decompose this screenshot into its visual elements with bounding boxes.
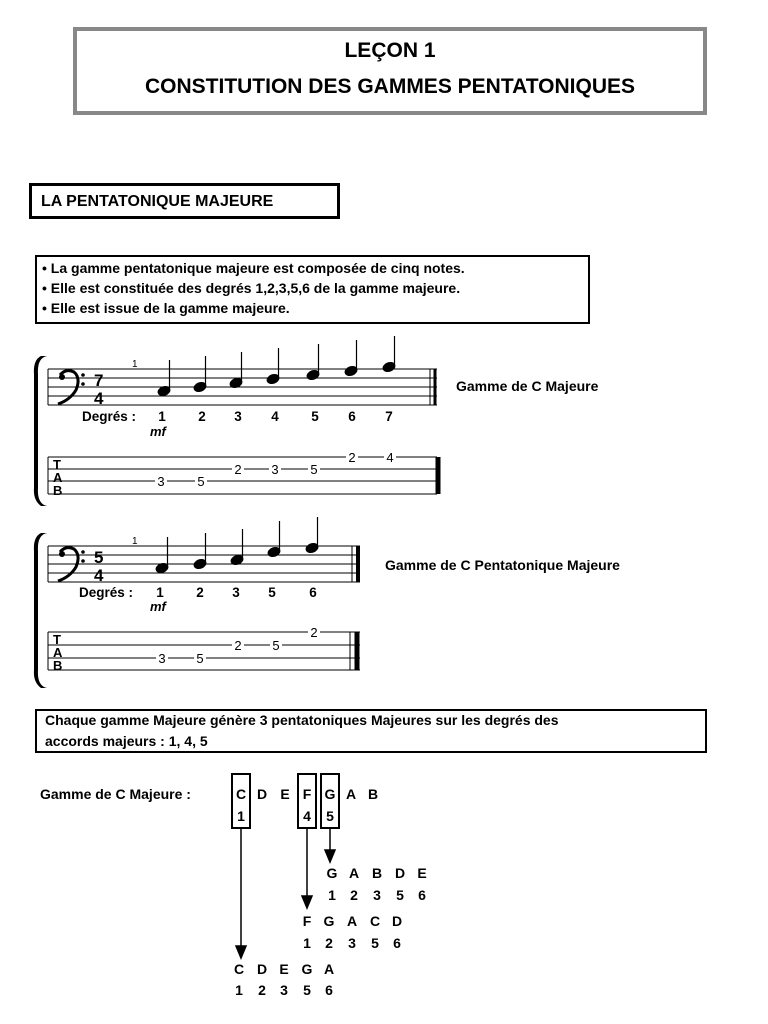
lesson-number: LEÇON 1 (344, 39, 436, 62)
time-sig-bottom: 4 (94, 389, 104, 408)
staff-lines (48, 369, 437, 405)
penta-g-note: E (417, 865, 427, 881)
penta-c-note: E (279, 961, 289, 977)
penta-g-note: B (371, 865, 383, 881)
staff1-caption: Gamme de C Majeure (456, 378, 599, 394)
penta-f-note: G (323, 913, 335, 929)
penta-f-degree: 5 (371, 935, 379, 951)
tab-label-b: B (53, 483, 63, 498)
degree-value: 6 (348, 409, 356, 424)
tab-fret: 2 (348, 450, 356, 465)
section-header (29, 183, 340, 219)
penta-c-note: D (256, 961, 268, 977)
info-box (35, 255, 590, 324)
tab-fret: 5 (272, 638, 280, 653)
info-bullet-2: • Elle est constituée des degrés 1,2,3,5,6 de la gamme majeure. (42, 280, 461, 296)
info-bullet-1: • La gamme pentatonique majeure est composée de cinq notes. (42, 260, 465, 276)
penta-c-note: G (301, 961, 313, 977)
degree-value: 1 (156, 585, 164, 600)
degree-value: 6 (309, 585, 317, 600)
staff-c-pentatonic (0, 510, 380, 690)
finger-number: 1 (132, 359, 138, 370)
tab-fret: 5 (196, 651, 204, 666)
tab-label-a: A (53, 645, 63, 660)
system-brace (34, 533, 47, 688)
penta-c-note: A (323, 961, 335, 977)
note-line-2: accords majeurs : 1, 4, 5 (45, 733, 208, 749)
penta-g-note: D (394, 865, 406, 881)
penta-g-degree: 1 (328, 887, 336, 903)
penta-f-note: C (369, 913, 381, 929)
tab-fret: 2 (310, 625, 318, 640)
penta-f-degree: 6 (393, 935, 401, 951)
scale-diagram-label: Gamme de C Majeure : (40, 786, 191, 802)
tab-fret: 5 (310, 462, 318, 477)
scale-degree: 1 (237, 808, 245, 824)
penta-c-degree: 2 (258, 982, 266, 998)
finger-number: 1 (132, 536, 138, 547)
info-bullet-3: • Elle est issue de la gamme majeure. (42, 300, 290, 316)
penta-g-note: G (326, 865, 338, 881)
degree-value: 3 (234, 409, 242, 424)
tab-fret: 4 (386, 450, 394, 465)
tab-fret: 3 (271, 462, 279, 477)
notes (155, 517, 319, 574)
penta-c-degree: 6 (325, 982, 333, 998)
degree-value: 3 (232, 585, 240, 600)
scale-note: A (345, 786, 357, 802)
lesson-title: CONSTITUTION DES GAMMES PENTATONIQUES (144, 75, 636, 98)
time-sig-bottom: 4 (94, 566, 104, 585)
penta-f-degree: 2 (325, 935, 333, 951)
tab-fret: 2 (234, 638, 242, 653)
penta-f-note: A (346, 913, 358, 929)
note-box (35, 709, 707, 753)
system-brace (34, 356, 47, 506)
dynamic-marking: mf (150, 599, 166, 614)
staff-c-major (0, 330, 470, 510)
degree-value: 2 (198, 409, 206, 424)
tab-label-a: A (53, 470, 63, 485)
tab-fret: 2 (234, 462, 242, 477)
penta-c-note: C (233, 961, 245, 977)
penta-g-degree: 5 (396, 887, 404, 903)
penta-g-note: A (348, 865, 360, 881)
penta-g-degree: 3 (373, 887, 381, 903)
degrees-label: Degrés : (79, 585, 134, 600)
section-title: LA PENTATONIQUE MAJEURE (41, 193, 274, 210)
scale-note: G (324, 786, 336, 802)
time-sig-top: 5 (94, 548, 104, 567)
scale-degree: 4 (303, 808, 311, 824)
scale-note: E (280, 786, 290, 802)
tab-fret: 3 (158, 651, 166, 666)
penta-c-degree: 5 (303, 982, 311, 998)
time-sig-top: 7 (94, 371, 104, 390)
tab-fret: 3 (157, 474, 165, 489)
penta-c-degree: 1 (235, 982, 243, 998)
dynamic-marking: mf (150, 424, 166, 439)
scale-note: B (367, 786, 379, 802)
lesson-title-box (73, 27, 707, 115)
tab-fret: 5 (197, 474, 205, 489)
penta-f-note: F (302, 913, 312, 929)
degree-value: 1 (158, 409, 166, 424)
degree-value: 5 (311, 409, 319, 424)
degree-value: 2 (196, 585, 204, 600)
degree-value: 7 (385, 409, 393, 424)
note-line-1: Chaque gamme Majeure génère 3 pentatoniques Majeures sur les degrés des (45, 712, 559, 728)
notes (157, 336, 396, 397)
tab-label-t: T (53, 632, 61, 647)
scale-note: D (256, 786, 268, 802)
degree-value: 4 (271, 409, 279, 424)
penta-f-degree: 1 (303, 935, 311, 951)
tab-label-b: B (53, 658, 63, 673)
scale-note: F (302, 786, 312, 802)
staff2-caption: Gamme de C Pentatonique Majeure (385, 557, 620, 573)
degrees-label: Degrés : (82, 409, 137, 424)
scale-degree: 5 (326, 808, 334, 824)
degree-value: 5 (268, 585, 276, 600)
tab-lines (48, 457, 437, 494)
penta-g-degree: 2 (350, 887, 358, 903)
penta-f-note: D (391, 913, 403, 929)
penta-c-degree: 3 (280, 982, 288, 998)
penta-f-degree: 3 (348, 935, 356, 951)
penta-g-degree: 6 (418, 887, 426, 903)
scale-note: C (235, 786, 247, 802)
tab-label-t: T (53, 457, 61, 472)
